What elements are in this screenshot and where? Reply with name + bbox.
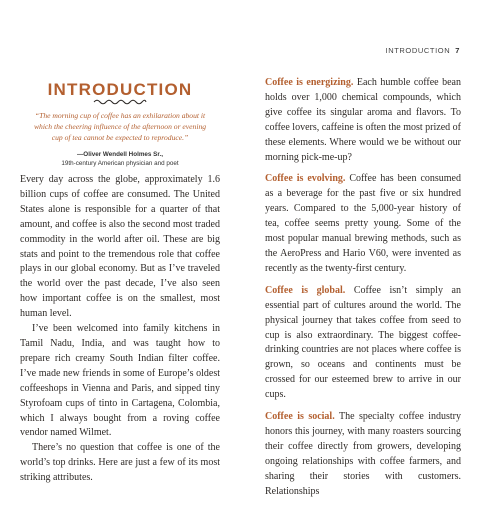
right-body-text [265,76,461,506]
running-head-title: INTRODUCTION [385,46,451,55]
epigraph-attribution [28,150,212,168]
attribute-text: Coffee isn’t simply an essential part of cultures around the world. The physical journey that takes coffee from seed to cup is also extraordinary. The biggest coffee-drinking countries are not places where coffee is grown, so oceans and continents must be crossed for our esteemed brew to arrive in our cups. [265,284,461,401]
attribute-text: Coffee has been consumed as a beverage for the past five or six hundred years. Compared to the 5,000-year history of tea, coffee seems pretty young. Some of the most popular manual brewing methods, such as the AeroPress and Hario V60, were invented as recently as the twenty-first century. [265,173,461,274]
epigraph-descriptor: 19th-century American physician and poet [61,160,179,167]
page-number: 7 [455,46,460,55]
right-page [240,0,480,497]
attribute-lead: Coffee is evolving. [265,173,346,185]
attribute-text: The specialty coffee industry honors this journey, with many roasters sourcing their coffee directly from growers, developing ongoing relationships with coffee farmers, and sharing their stories with customers. Relationships [265,411,461,497]
running-head [386,46,460,55]
attribute-text: Each humble coffee bean holds over 1,000 chemical compounds, which give coffee its singular aroma and flavors. To coffee lovers, caffeine is often the most prized of these elements. Where would we be without our morning pick-me-up? [265,77,461,163]
attribute-paragraph-social [265,410,461,499]
attribute-paragraph-energizing [265,76,461,165]
epigraph-author: —Oliver Wendell Holmes Sr., [77,151,163,158]
left-page [0,0,240,484]
epigraph-quote: “The morning cup of coffee has an exhilaration about it which the cheering influence of the afternoon or evening cup of tea cannot be expected to reproduce.” [33,111,207,143]
attribute-paragraph-evolving [265,172,461,276]
attribute-lead: Coffee is global. [265,284,346,296]
wavy-line-ornament-icon [92,98,148,106]
left-body-text [20,173,220,486]
attribute-lead: Coffee is social. [265,411,335,423]
chapter-title: INTRODUCTION [47,80,193,99]
attribute-paragraph-global [265,284,461,403]
body-paragraph-1: Every day across the globe, approximately 1.6 billion cups of coffee are consumed. The United States alone is responsible for a quarter of that amount, and coffee is also the second most traded commodity in the world after oil. These are big stats and point to the tremendous role that coffee plays in our global economy. But as I’ve traveled the world over the past decade, I’ve also seen how important coffee is on the smallest, most human level. [20,174,220,320]
attribute-lead: Coffee is energizing. [265,77,354,88]
body-paragraph-3: There’s no question that coffee is one of the world’s top drinks. Here are just a few of its most striking attributes. [20,442,220,484]
body-paragraph-2: I’ve been welcomed into family kitchens in Tamil Nadu, India, and was taught how to prepare rich creamy South Indian filter coffee. I’ve made new friends in some of Europe’s oldest coffeeshops in Vienna and Paris, and sipped tiny Styrofoam cups of tinto in Cartagena, Colombia, which I always bought from a roving coffee vendor named Wilmet. [20,323,220,439]
